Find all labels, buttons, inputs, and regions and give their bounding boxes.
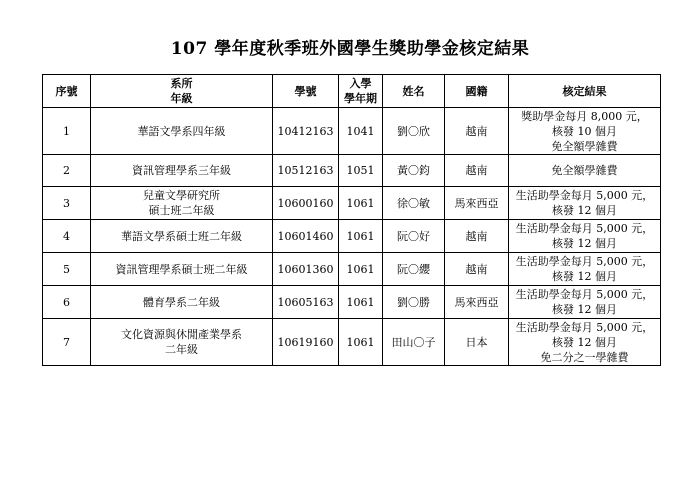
header-name: 姓名 — [383, 75, 445, 108]
cell-student-id: 10412163 — [273, 108, 339, 155]
cell-student-id: 10605163 — [273, 286, 339, 319]
cell-nationality: 馬來西亞 — [445, 286, 509, 319]
table-row — [43, 319, 661, 366]
cell-result: 生活助學金每月 5,000 元， 核發 12 個月 — [509, 187, 661, 220]
cell-seq: 7 — [43, 319, 91, 366]
cell-nationality: 越南 — [445, 108, 509, 155]
header-seq: 序號 — [43, 75, 91, 108]
cell-nationality: 日本 — [445, 319, 509, 366]
cell-nationality: 越南 — [445, 253, 509, 286]
table-row — [43, 187, 661, 220]
cell-term: 1061 — [339, 319, 383, 366]
cell-term: 1061 — [339, 253, 383, 286]
cell-dept: 文化資源與休閒產業學系 二年級 — [91, 319, 273, 366]
cell-seq: 1 — [43, 108, 91, 155]
cell-result: 生活助學金每月 5,000 元， 核發 12 個月 免二分之一學雜費 — [509, 319, 661, 366]
cell-dept: 華語文學系碩士班二年級 — [91, 220, 273, 253]
cell-student-id: 10600160 — [273, 187, 339, 220]
cell-student-id: 10512163 — [273, 155, 339, 187]
cell-dept: 體育學系二年級 — [91, 286, 273, 319]
cell-student-id: 10601360 — [273, 253, 339, 286]
cell-dept: 資訊管理學系碩士班二年級 — [91, 253, 273, 286]
table-header-row — [43, 75, 661, 108]
cell-nationality: 馬來西亞 — [445, 187, 509, 220]
cell-term: 1041 — [339, 108, 383, 155]
header-nationality: 國籍 — [445, 75, 509, 108]
cell-dept: 資訊管理學系三年級 — [91, 155, 273, 187]
cell-name: 阮〇纓 — [383, 253, 445, 286]
header-dept: 系所 年級 — [91, 75, 273, 108]
header-student-id: 學號 — [273, 75, 339, 108]
cell-result: 生活助學金每月 5,000 元， 核發 12 個月 — [509, 286, 661, 319]
cell-term: 1061 — [339, 286, 383, 319]
cell-seq: 2 — [43, 155, 91, 187]
cell-result: 生活助學金每月 5,000 元， 核發 12 個月 — [509, 253, 661, 286]
document-title: 107 學年度秋季班外國學生獎助學金核定結果 — [170, 39, 530, 59]
table-row — [43, 108, 661, 155]
cell-nationality: 越南 — [445, 220, 509, 253]
cell-name: 劉〇勝 — [383, 286, 445, 319]
cell-name: 田山〇子 — [383, 319, 445, 366]
cell-name: 徐〇敏 — [383, 187, 445, 220]
cell-term: 1061 — [339, 187, 383, 220]
table-row — [43, 220, 661, 253]
cell-seq: 4 — [43, 220, 91, 253]
cell-name: 劉〇欣 — [383, 108, 445, 155]
cell-seq: 3 — [43, 187, 91, 220]
cell-student-id: 10619160 — [273, 319, 339, 366]
cell-term: 1061 — [339, 220, 383, 253]
header-term: 入學 學年期 — [339, 75, 383, 108]
cell-name: 阮〇好 — [383, 220, 445, 253]
cell-student-id: 10601460 — [273, 220, 339, 253]
table-row — [43, 286, 661, 319]
scholarship-table — [42, 74, 661, 366]
cell-dept: 兒童文學研究所 碩士班二年級 — [91, 187, 273, 220]
cell-result: 生活助學金每月 5,000 元， 核發 12 個月 — [509, 220, 661, 253]
cell-result: 獎助學金每月 8,000 元， 核發 10 個月 免全額學雜費 — [509, 108, 661, 155]
header-result: 核定結果 — [509, 75, 661, 108]
cell-dept: 華語文學系四年級 — [91, 108, 273, 155]
table-row — [43, 155, 661, 187]
cell-seq: 6 — [43, 286, 91, 319]
cell-result: 免全額學雜費 — [509, 155, 661, 187]
table-row — [43, 253, 661, 286]
cell-seq: 5 — [43, 253, 91, 286]
cell-term: 1051 — [339, 155, 383, 187]
cell-name: 黃〇鈞 — [383, 155, 445, 187]
cell-nationality: 越南 — [445, 155, 509, 187]
